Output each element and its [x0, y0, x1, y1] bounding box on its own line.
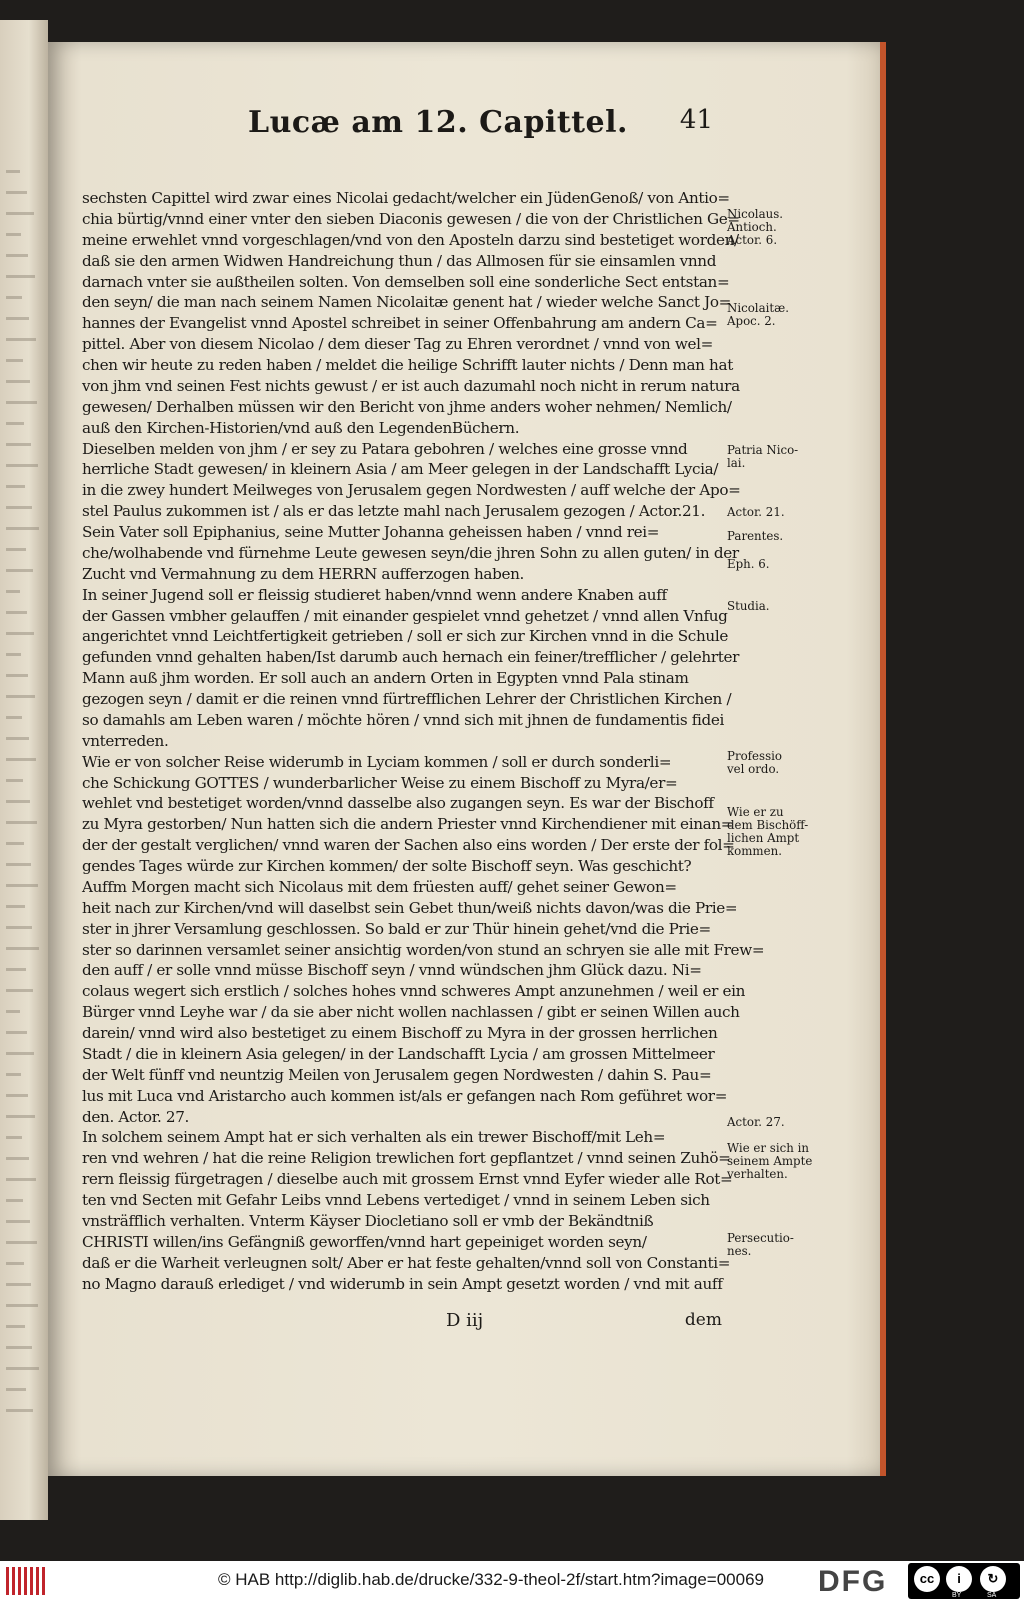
ghost-line [6, 191, 27, 194]
text-line: darein/ vnnd wird also bestetiget zu einem Bischoff zu Myra in der grossen herrlichen [82, 1024, 718, 1042]
ghost-line [6, 1031, 27, 1034]
ghost-line [6, 1262, 24, 1265]
margin-note-line: Actor. 27. [727, 1115, 785, 1129]
ghost-line [6, 926, 32, 929]
margin-note-line: Parentes. [727, 529, 784, 543]
margin-note-line: Antioch. [727, 220, 777, 234]
ghost-line [6, 779, 23, 782]
margin-note-studia [727, 600, 819, 613]
text-line: darnach vnter sie außtheilen solten. Von demselben soll eine sonderliche Sect entstan= [82, 272, 730, 291]
margin-note-line: verhalten. [727, 1167, 788, 1181]
text-line: ren vnd wehren / hat die reine Religion trewlichen fort gepflantzet / vnnd seinen Zuhö= [82, 1149, 731, 1168]
text-line: herrliche Stadt gewesen/ in kleinern Asia / am Meer gelegen in der Landschafft Lycia/ [82, 460, 719, 479]
signature-mark: D iij [446, 1310, 484, 1331]
ghost-line [6, 947, 39, 950]
cc-license-badge[interactable] [908, 1563, 1020, 1599]
ghost-line [6, 695, 35, 698]
text-line: von jhm vnd seinen Fest nichts gewust / er ist auch dazumahl noch nicht in rerum natura [82, 376, 740, 395]
text-line: gendes Tages würde zur Kirchen kommen/ der solte Bischoff seyn. Was geschicht? [82, 857, 692, 875]
text-line: ster so darinnen versamlet seiner ansichtig worden/von stund an schryen sie alle mit Frew= [82, 940, 765, 959]
ghost-line [6, 821, 37, 824]
margin-note-wie-verhalten [727, 1142, 819, 1181]
header-title: Lucæ am 12. Capittel. [248, 105, 628, 140]
margin-note-line: Nicolaitæ. [727, 301, 789, 315]
text-line: so damahls am Leben waren / möchte hören / vnnd sich mit jhnen de fundamentis fidei [82, 710, 725, 729]
ghost-line [6, 1157, 29, 1160]
text-line: Auffm Morgen macht sich Nicolaus mit dem früesten auff/ gehet seiner Gewon= [82, 877, 677, 896]
text-line: Wie er von solcher Reise widerumb in Lyciam kommen / soll er durch sonderli= [82, 752, 672, 771]
text-line: hannes der Evangelist vnnd Apostel schreibet in seiner Offenbahrung am andern Ca= [82, 314, 718, 333]
margin-note-line: Actor. 6. [727, 233, 778, 247]
text-line: den auff / er solle vnnd müsse Bischoff seyn / vnnd wündschen jhm Glück dazu. Ni= [82, 961, 702, 980]
text-line: gewesen/ Derhalben müssen wir den Bericht von jhme anders woher nehmen/ Nemlich/ [82, 397, 732, 416]
text-line: CHRISTI willen/ins Gefängniß geworffen/vnnd hart gepeiniget worden seyn/ [82, 1232, 647, 1251]
ghost-line [6, 1325, 25, 1328]
margin-note-line: Professio [727, 749, 783, 763]
ghost-line [6, 254, 28, 257]
text-line: der der gestalt verglichen/ vnnd waren der Sachen also eins worden / Der erste der fol= [82, 836, 735, 855]
text-line: Stadt / die in kleinern Asia gelegen/ in der Landschafft Lycia / am grossen Mittelmeer [82, 1044, 715, 1063]
ghost-line [6, 653, 21, 656]
ghost-line [6, 527, 39, 530]
ghost-line [6, 1073, 21, 1076]
ghost-line [6, 716, 22, 719]
text-line: der Welt fünff vnd neuntzig Meilen von Jerusalem gegen Nordwesten / dahin S. Pau= [82, 1065, 712, 1084]
credit-bar [0, 1561, 1024, 1601]
ghost-line [6, 611, 27, 614]
ghost-line [6, 1241, 37, 1244]
text-line: Mann auß jhm worden. Er soll auch an andern Orten in Egypten vnnd Pala stinam [82, 669, 689, 688]
text-line: daß sie den armen Widwen Handreichung thun / das Allmosen für sie einsamlen vnnd [82, 251, 717, 270]
margin-note-line: dem Bischöff- [727, 818, 809, 832]
margin-note-line: Studia. [727, 599, 770, 613]
text-line: ster in jhrer Versamlung geschlossen. So bald er zur Thür hinein gehet/vnd die Prie= [82, 919, 711, 938]
margin-note-wie-bischoff [727, 806, 819, 858]
margin-note-line: kommen. [727, 844, 782, 858]
text-line: chen wir heute zu reden haben / meldet die heilige Schrifft lauter nichts / Denn man hat [82, 356, 733, 374]
margin-note-actor27 [727, 1116, 819, 1129]
text-line: vnsträfflich verhalten. Vnterm Käyser Diocletiano soll er vmb der Bekändtniß [82, 1211, 654, 1230]
text-line: che Schickung GOTTES / wunderbarlicher Weise zu einem Bischoff zu Myra/er= [82, 773, 678, 792]
text-line: che/wolhabende vnd fürnehme Leute gewesen seyn/die jhren Sohn zu allen guten/ in der [82, 543, 739, 562]
text-line: wehlet vnd bestetiget worden/vnnd dasselbe also zugangen seyn. Es war der Bischoff [82, 794, 714, 813]
ghost-line [6, 1199, 23, 1202]
text-line: den. Actor. 27. [82, 1107, 190, 1126]
ghost-line [6, 464, 38, 467]
margin-note-line: nes. [727, 1244, 752, 1258]
text-line: Bürger vnnd Leyhe war / da sie aber nicht wollen nachlassen / gibt er seinen Willen auch [82, 1003, 740, 1022]
text-line: auß den Kirchen-Historien/vnd auß den LegendenBüchern. [82, 418, 520, 437]
sa-icon: ↻ [980, 1566, 1006, 1592]
ghost-line [6, 737, 29, 740]
text-line: meine erwehlet vnnd vorgeschlagen/vnd von den Aposteln darzu sind bestetiget worden/ [82, 230, 739, 249]
ghost-line [6, 338, 36, 341]
margin-note-line: Wie er sich in [727, 1141, 809, 1155]
text-line: Dieselben melden von jhm / er sey zu Patara gebohren / welches eine grosse vnnd [82, 439, 688, 458]
ghost-line [6, 1178, 36, 1181]
ghost-line [6, 905, 25, 908]
ghost-line [6, 1115, 35, 1118]
margin-note-persecutiones [727, 1232, 819, 1258]
cc-icon: cc [914, 1566, 940, 1592]
text-line: der Gassen vmbher gelauffen / mit einander gespielet vnnd gehetzet / vnnd allen Vnfug [82, 606, 728, 625]
previous-page-edge [0, 20, 48, 1520]
ghost-line [6, 1010, 20, 1013]
ghost-line [6, 1052, 34, 1055]
text-line: in die zwey hundert Meilweges von Jerusalem gegen Nordwesten / auff welche der Apo= [82, 481, 741, 500]
ghost-line [6, 1304, 38, 1307]
text-line: colaus wegert sich erstlich / solches hohes vnnd schweres Ampt anzunehmen / weil er ein [82, 982, 746, 1001]
ghost-line [6, 989, 33, 992]
ghost-line [6, 401, 37, 404]
ghost-line [6, 758, 36, 761]
text-line: gefunden vnnd gehalten haben/Ist darumb auch hernach ein feiner/trefflicher / gelehrter [82, 648, 740, 667]
ghost-line [6, 1346, 32, 1349]
text-line: ten vnd Secten mit Gefahr Leibs vnnd Lebens vertediget / vnnd in seinem Leben sich [82, 1191, 710, 1209]
ghost-line [6, 1094, 28, 1097]
margin-note-line: lai. [727, 456, 746, 470]
ghost-line [6, 1220, 30, 1223]
text-line: gezogen seyn / damit er die reinen vnnd fürtrefflichen Lehrer der Christlichen Kirchen / [82, 690, 732, 708]
margin-note-line: lichen Ampt [727, 831, 800, 845]
by-icon: i [946, 1566, 972, 1592]
margin-note-actor21 [727, 506, 819, 519]
margin-note-line: seinem Ampte [727, 1154, 813, 1168]
dfg-logo: DFG [818, 1565, 888, 1598]
text-line: Zucht vnd Vermahnung zu dem HERRN aufferzogen haben. [82, 564, 525, 583]
margin-note-nicolaitae [727, 302, 819, 328]
ghost-line [6, 1136, 22, 1139]
margin-note-line: Persecutio- [727, 1231, 794, 1245]
ghost-line [6, 968, 26, 971]
ghost-line [6, 1388, 26, 1391]
ghost-line [6, 884, 38, 887]
ghost-line [6, 275, 35, 278]
text-line: stel Paulus zukommen ist / als er das letzte mahl nach Jerusalem gezogen / Actor.21. [82, 502, 706, 521]
text-line: no Magno darauß erlediget / vnd widerumb in sein Ampt gesetzt worden / vnd mit auff [82, 1274, 723, 1293]
by-label: BY [952, 1592, 962, 1599]
text-line: pittel. Aber von diesem Nicolao / dem dieser Tag zu Ehren verordnet / vnnd von wel= [82, 335, 713, 354]
ghost-line [6, 170, 20, 173]
ghost-line [6, 233, 21, 236]
ghost-line [6, 632, 34, 635]
page-footer [82, 1310, 722, 1340]
text-line: den seyn/ die man nach seinem Namen Nicolaitæ genent hat / wieder welche Sanct Jo= [82, 293, 731, 312]
text-line: In seiner Jugend soll er fleissig studieret haben/vnnd wenn andere Knaben auff [82, 585, 667, 604]
ghost-line [6, 359, 23, 362]
text-line: In solchem seinem Ampt hat er sich verhalten als ein trewer Bischoff/mit Leh= [82, 1128, 666, 1147]
credit-link[interactable]: © HAB http://diglib.hab.de/drucke/332-9-theol-2f/start.htm?image=00069 [218, 1570, 764, 1589]
margin-note-line: Patria Nico- [727, 443, 799, 457]
margin-note-line: Eph. 6. [727, 557, 770, 571]
text-line: rern fleissig fürgetragen / dieselbe auch mit grossem Ernst vnnd Eyfer wieder alle Rot= [82, 1170, 733, 1189]
ghost-line [6, 485, 25, 488]
margin-note-line: Actor. 21. [727, 505, 785, 519]
ghost-line [6, 443, 31, 446]
text-line: Sein Vater soll Epiphanius, seine Mutter Johanna geheissen haben / vnnd rei= [82, 523, 660, 541]
sa-label: SA [987, 1592, 997, 1599]
ghost-line [6, 548, 26, 551]
text-line: vnterreden. [82, 731, 169, 750]
text-line: angerichtet vnnd Leichtfertigkeit getrieben / soll er sich zur Kirchen vnnd in die Schule [82, 627, 728, 646]
text-line: daß er die Warheit verleugnen solt/ Aber er hat feste gehalten/vnnd soll von Constanti= [82, 1253, 731, 1272]
page-number: 41 [679, 105, 713, 135]
margin-note-parentes [727, 530, 819, 543]
margin-note-nicolaus-antioch [727, 208, 819, 247]
margin-note-line: Nicolaus. [727, 207, 784, 221]
margin-note-professio [727, 750, 819, 776]
ghost-line [6, 1283, 31, 1286]
ghost-line [6, 842, 24, 845]
ghost-line [6, 800, 30, 803]
margin-note-line: Wie er zu [727, 805, 784, 819]
margin-note-eph6 [727, 558, 819, 571]
margin-note-line: vel ordo. [727, 762, 780, 776]
text-line: heit nach zur Kirchen/vnd will daselbst sein Gebet thun/weiß nichts davon/was die Prie= [82, 898, 738, 917]
ghost-line [6, 569, 33, 572]
ghost-line [6, 506, 32, 509]
ghost-line [6, 422, 24, 425]
text-line: sechsten Capittel wird zwar eines Nicolai gedacht/welcher ein JüdenGenoß/ von Antio= [82, 189, 730, 207]
ghost-line [6, 1409, 33, 1412]
hab-logo-icon [6, 1567, 46, 1595]
ghost-line [6, 863, 31, 866]
catchword: dem [684, 1310, 722, 1330]
ghost-line [6, 590, 20, 593]
text-line: lus mit Luca vnd Aristarcho auch kommen ist/als er gefangen nach Rom geführet wor= [82, 1086, 728, 1105]
text-line: chia bürtig/vnnd einer vnter den sieben Diaconis gewesen / die von der Christlichen Ge= [82, 209, 740, 228]
ghost-line [6, 212, 34, 215]
ghost-line [6, 1367, 39, 1370]
ghost-line [6, 380, 30, 383]
margin-note-patria [727, 444, 819, 470]
ghost-line [6, 674, 28, 677]
running-header [248, 105, 713, 155]
ghost-line [6, 317, 29, 320]
margin-note-line: Apoc. 2. [727, 314, 776, 328]
text-line: zu Myra gestorben/ Nun hatten sich die andern Priester vnnd Kirchendiener mit einan= [82, 815, 734, 834]
ghost-line [6, 296, 22, 299]
